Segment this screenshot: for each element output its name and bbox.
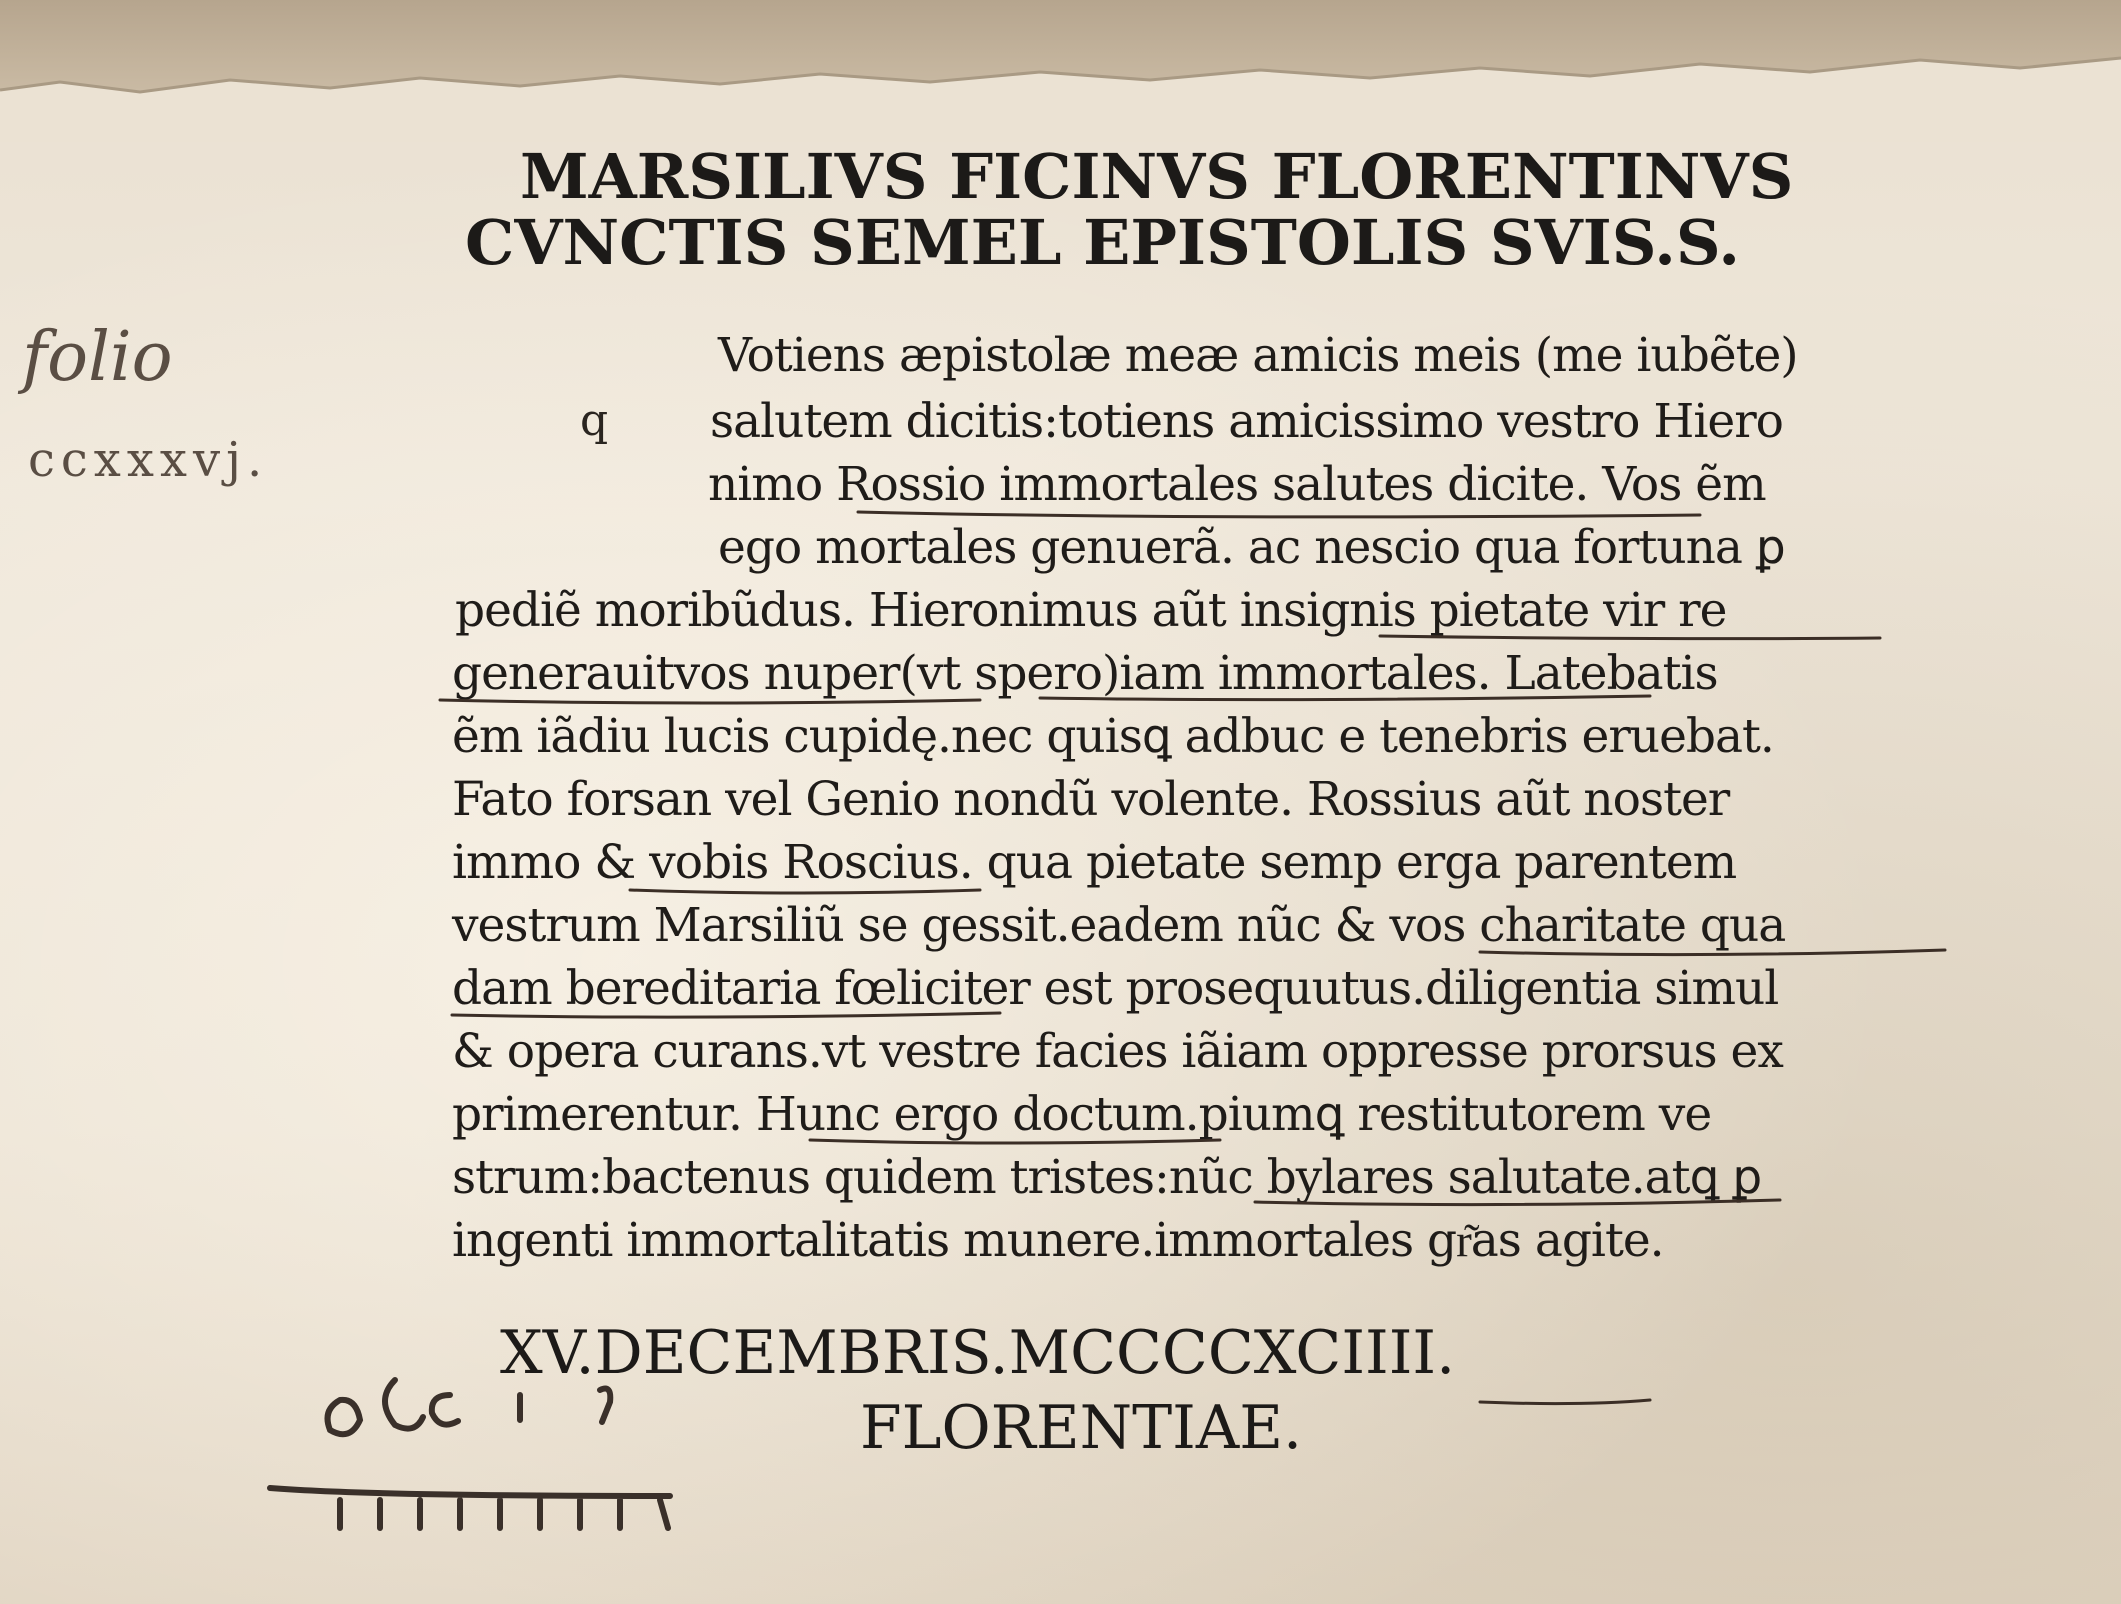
- body-line-8: Fato forsan vel Genio nondũ volente. Rossius aũt noster: [452, 772, 1730, 827]
- underline-date: [1480, 1400, 1650, 1404]
- body-line-7: ẽm iãdiu lucis cupidę.nec quisꝗ adbuc e tenebris eruebat.: [452, 709, 1774, 764]
- title-line-2: CVNCTIS SEMEL EPISTOLIS SVIS.S.: [465, 206, 1740, 279]
- margin-note-folio-number: ccxxxvj.: [28, 432, 269, 488]
- body-line-4: ego mortales genuerã. ac nescio qua fortuna ꝑ: [718, 520, 1785, 575]
- torn-paper-edge: [0, 52, 2121, 142]
- underline-rossio: [858, 512, 1700, 517]
- margin-note-folio: folio: [22, 318, 173, 397]
- body-line-2: salutem dicitis:totiens amicissimo vestro Hiero: [710, 394, 1783, 449]
- body-line-12: & opera curans.vt vestre facies iãiam oppresse prorsus ex: [452, 1024, 1783, 1079]
- body-line-5: pediẽ moribũdus. Hieronimus aũt insignis pietate vir re: [455, 583, 1727, 638]
- body-line-10: vestrum Marsiliũ se gessit.eadem nũc & vos charitate qua: [452, 898, 1786, 953]
- body-line-9: immo & vobis Roscius. qua pietate semp erga parentem: [452, 835, 1737, 890]
- body-line-15: ingenti immortalitatis munere.immortales gr͂as agite.: [452, 1213, 1664, 1268]
- initial-guide-letter: q: [580, 395, 609, 446]
- closing-place-line: FLORENTIAE.: [860, 1393, 1303, 1463]
- body-line-3: nimo Rossio immortales salutes dicite. Vos ẽm: [708, 457, 1766, 512]
- body-line-11: dam bereditaria fœliciter est prosequutus.diligentia simul: [452, 961, 1779, 1016]
- pencil-number-mark: [328, 1380, 611, 1434]
- body-line-14: strum:bactenus quidem tristes:nũc bylares salutate.atꝗ ꝑ: [452, 1150, 1762, 1205]
- title-line-1: MARSILIVS FICINVS FLORENTINVS: [520, 140, 1794, 213]
- pencil-tally-mark: [270, 1488, 670, 1528]
- underline-vobis: [630, 890, 980, 893]
- body-line-13: primerentur. Hunc ergo doctum.piumꝗ restitutorem ve: [452, 1087, 1712, 1142]
- body-line-6: generauitvos nuper(vt spero)iam immortales. Latebatis: [452, 646, 1718, 701]
- closing-date-line: XV.DECEMBRIS.MCCCCXCIIII.: [500, 1318, 1456, 1388]
- body-line-1: Votiens æpistolæ meæ amicis meis (me iubẽte): [718, 328, 1798, 383]
